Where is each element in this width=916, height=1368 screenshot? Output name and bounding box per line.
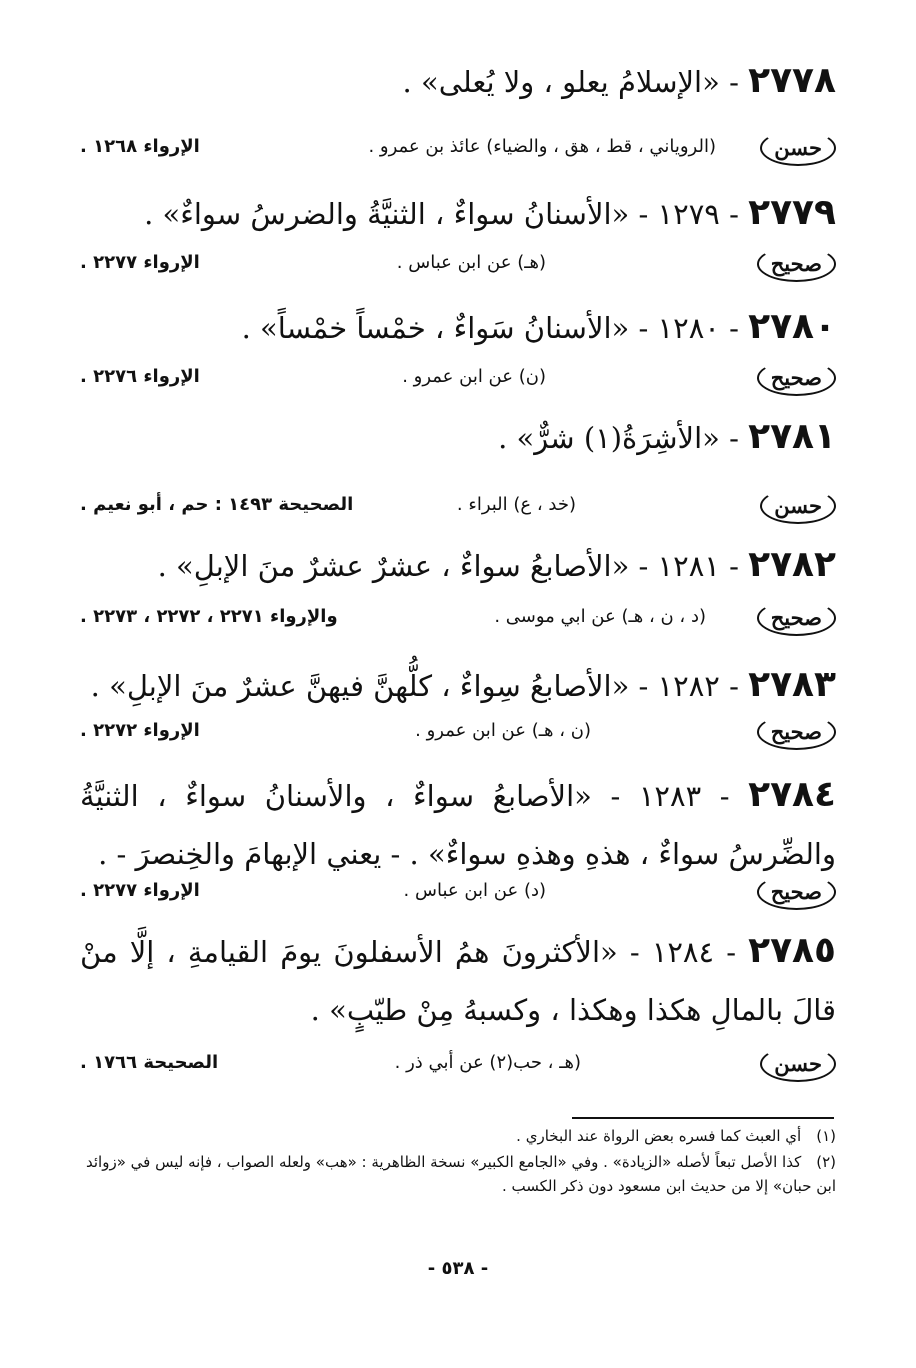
source-text: (د) عن ابن عباس . [403, 880, 546, 901]
reference: الإرواء ٢٢٧٧ . [80, 252, 200, 273]
hadith-text [80, 298, 836, 357]
hadith-text [80, 52, 836, 111]
hadith-body: - ١٢٧٩ - «الأسنانُ سواءٌ ، الثنيَّةُ والضرسُ سواءٌ» . [144, 197, 739, 231]
source-text: (هـ) عن ابن عباس . [396, 252, 546, 273]
reference: الإرواء ٢٢٧٢ . [80, 720, 200, 741]
source-line [80, 488, 836, 528]
grade-badge: صحيح [757, 600, 836, 636]
source-line [80, 1046, 836, 1086]
hadith-number: ٢٧٨٤ [748, 774, 836, 815]
reference: الصحيحة ١٧٦٦ . [80, 1052, 219, 1073]
hadith-number: ٢٧٧٨ [748, 60, 836, 101]
hadith-text [80, 408, 836, 467]
grade-badge: صحيح [757, 874, 836, 910]
source-line [80, 714, 836, 754]
hadith-body: - ١٢٨٤ - «الأكثرونَ همُ الأسفلونَ يومَ القيامةِ ، إلَّا منْ قالَ بالمالِ هكذا وهكذا ، وكسبهُ مِنْ طيّبٍ» . [80, 935, 836, 1027]
source-line [80, 130, 836, 170]
footnote-divider [572, 1117, 834, 1119]
hadith-body: - ١٢٨٠ - «الأسنانُ سَواءٌ ، خمْساً خمْساً» . [241, 311, 739, 345]
hadith-body: - «الأشِرَةُ(١) شرٌّ» . [498, 421, 739, 455]
source-text: (الروياني ، قط ، هق ، والضياء) عائذ بن عمرو . [368, 136, 716, 157]
hadith-number: ٢٧٨٠ [748, 306, 836, 347]
hadith-body: - «الإسلامُ يعلو ، ولا يُعلى» . [402, 65, 739, 99]
grade-badge: حسن [760, 1046, 836, 1082]
hadith-number: ٢٧٨٣ [748, 664, 836, 705]
source-line [80, 600, 836, 640]
reference: الإرواء ٢٢٧٦ . [80, 366, 200, 387]
reference: والإرواء ٢٢٧١ ، ٢٢٧٢ ، ٢٢٧٣ . [80, 606, 338, 627]
footnote-mark: (٢) [816, 1153, 836, 1171]
hadith-text [80, 536, 836, 595]
hadith-number: ٢٧٧٩ [748, 192, 836, 233]
footnote-text: أي العبث كما فسره بعض الرواة عند البخاري . [516, 1127, 802, 1145]
source-text: (هـ ، حب(٢) عن أبي ذر . [394, 1052, 581, 1073]
grade-badge: صحيح [757, 714, 836, 750]
source-line [80, 246, 836, 286]
grade-badge: حسن [760, 488, 836, 524]
hadith-number: ٢٧٨٥ [748, 930, 836, 971]
grade-badge: حسن [760, 130, 836, 166]
source-text: (خد ، ع) البراء . [456, 494, 576, 515]
hadith-body: - ١٢٨١ - «الأصابعُ سواءٌ ، عشرٌ عشرٌ منَ الإبلِ» . [157, 549, 739, 583]
hadith-number: ٢٧٨٢ [748, 544, 836, 585]
footnote [80, 1124, 836, 1148]
reference: الصحيحة ١٤٩٣ : حم ، أبو نعيم . [80, 494, 354, 515]
hadith-body: - ١٢٨٣ - «الأصابعُ سواءٌ ، والأسنانُ سواءٌ ، الثنيَّةُ والضِّرسُ سواءٌ ، هذهِ وهذهِ سواءٌ» . - يعني الإبهامَ والخِنصرَ - . [80, 779, 836, 871]
footnote-mark: (١) [816, 1127, 836, 1145]
hadith-number: ٢٧٨١ [748, 416, 836, 457]
page-number: - ٥٣٨ - [427, 1258, 489, 1279]
hadith-text [80, 656, 836, 715]
source-text: (د ، ن ، هـ) عن ابي موسى . [494, 606, 706, 627]
source-text: (ن ، هـ) عن ابن عمرو . [415, 720, 591, 741]
footnote-text: كذا الأصل تبعاً لأصله «الزيادة» . وفي «الجامع الكبير» نسخة الظاهرية : «هب» ولعله الصواب ، فإنه ليس في «زوائد ابن حبان» إلا من حديث ابن مسعود دون ذكر الكسب . [86, 1153, 836, 1195]
footnote [80, 1150, 836, 1198]
grade-badge: صحيح [757, 246, 836, 282]
reference: الإرواء ١٢٦٨ . [80, 136, 200, 157]
hadith-text [80, 922, 836, 1032]
hadith-text [80, 766, 836, 876]
source-line [80, 874, 836, 914]
grade-badge: صحيح [757, 360, 836, 396]
footnotes [80, 1124, 836, 1200]
hadith-body: - ١٢٨٢ - «الأصابعُ سِواءٌ ، كلُّهنَّ فيهنَّ عشرٌ منَ الإبلِ» . [90, 669, 739, 703]
hadith-text [80, 184, 836, 243]
source-line [80, 360, 836, 400]
source-text: (ن) عن ابن عمرو . [402, 366, 546, 387]
reference: الإرواء ٢٢٧٧ . [80, 880, 200, 901]
